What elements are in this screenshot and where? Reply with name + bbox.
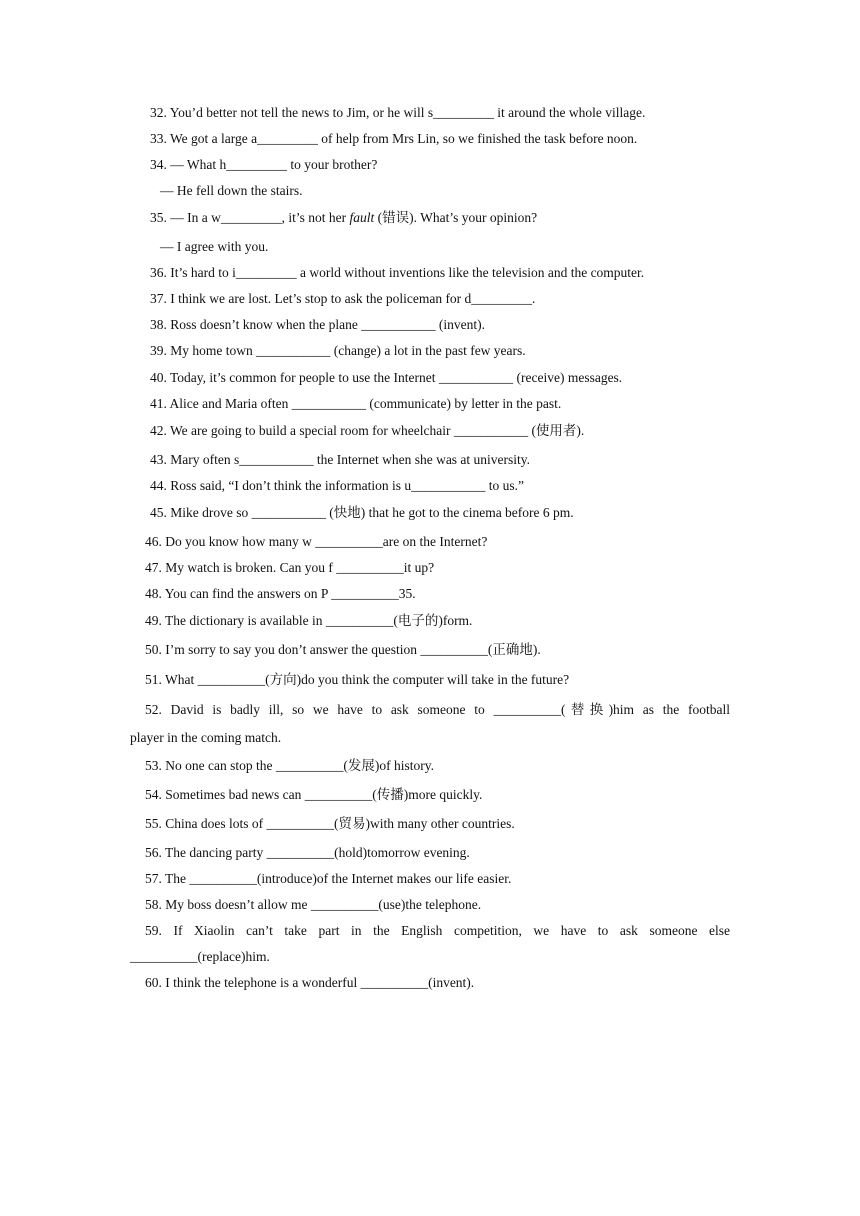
question-41: 41. Alice and Maria often ___________ (communicate) by letter in the past. [150, 396, 562, 411]
question-35-part2: (错误). What’s your opinion? [374, 210, 538, 225]
question-46: 46. Do you know how many w __________are on the Internet? [145, 534, 488, 549]
question-55: 55. China does lots of __________(贸易)with many other countries. [145, 816, 515, 831]
question-33: 33. We got a large a_________ of help from Mrs Lin, so we finished the task before noon. [150, 131, 638, 146]
question-56: 56. The dancing party __________(hold)tomorrow evening. [145, 845, 470, 860]
question-50: 50. I’m sorry to say you don’t answer the question __________(正确地). [145, 642, 541, 657]
question-59: 59. If Xiaolin can’t take part in the English competition, we have to ask someone else [145, 923, 730, 938]
question-32: 32. You’d better not tell the news to Jim, or he will s_________ it around the whole village. [150, 105, 646, 120]
question-49: 49. The dictionary is available in __________(电子的)form. [145, 613, 473, 628]
question-47: 47. My watch is broken. Can you f __________it up? [145, 560, 435, 575]
question-37: 37. I think we are lost. Let’s stop to ask the policeman for d_________. [150, 291, 536, 306]
question-60: 60. I think the telephone is a wonderful __________(invent). [145, 975, 475, 990]
question-35-italic: fault [349, 210, 375, 225]
question-35-part1: 35. — In a w_________, it’s not her [150, 210, 350, 225]
question-59-continued: __________(replace)him. [130, 949, 270, 964]
question-51: 51. What __________(方向)do you think the computer will take in the future? [145, 672, 570, 687]
question-52: 52. David is badly ill, so we have to ask someone to __________(替换)him as the football [145, 702, 730, 717]
answer-34: — He fell down the stairs. [160, 183, 303, 198]
answer-35: — I agree with you. [160, 239, 269, 254]
question-35 [130, 209, 730, 227]
question-57: 57. The __________(introduce)of the Internet makes our life easier. [145, 871, 512, 886]
question-48: 48. You can find the answers on P __________35. [145, 586, 416, 601]
question-44: 44. Ross said, “I don’t think the information is u___________ to us.” [150, 478, 524, 493]
question-45: 45. Mike drove so ___________ (快地) that he got to the cinema before 6 pm. [150, 505, 574, 520]
question-40: 40. Today, it’s common for people to use the Internet ___________ (receive) messages. [150, 370, 623, 385]
question-42: 42. We are going to build a special room for wheelchair ___________ (使用者). [150, 423, 585, 438]
question-54: 54. Sometimes bad news can __________(传播)more quickly. [145, 787, 483, 802]
question-34: 34. — What h_________ to your brother? [150, 157, 378, 172]
question-53: 53. No one can stop the __________(发展)of history. [145, 758, 434, 773]
question-39: 39. My home town ___________ (change) a lot in the past few years. [150, 343, 526, 358]
question-52-continued: player in the coming match. [130, 730, 282, 745]
question-58: 58. My boss doesn’t allow me __________(use)the telephone. [145, 897, 482, 912]
question-36: 36. It’s hard to i_________ a world without inventions like the television and the computer. [150, 265, 645, 280]
question-38: 38. Ross doesn’t know when the plane ___________ (invent). [150, 317, 485, 332]
question-43: 43. Mary often s___________ the Internet when she was at university. [150, 452, 531, 467]
